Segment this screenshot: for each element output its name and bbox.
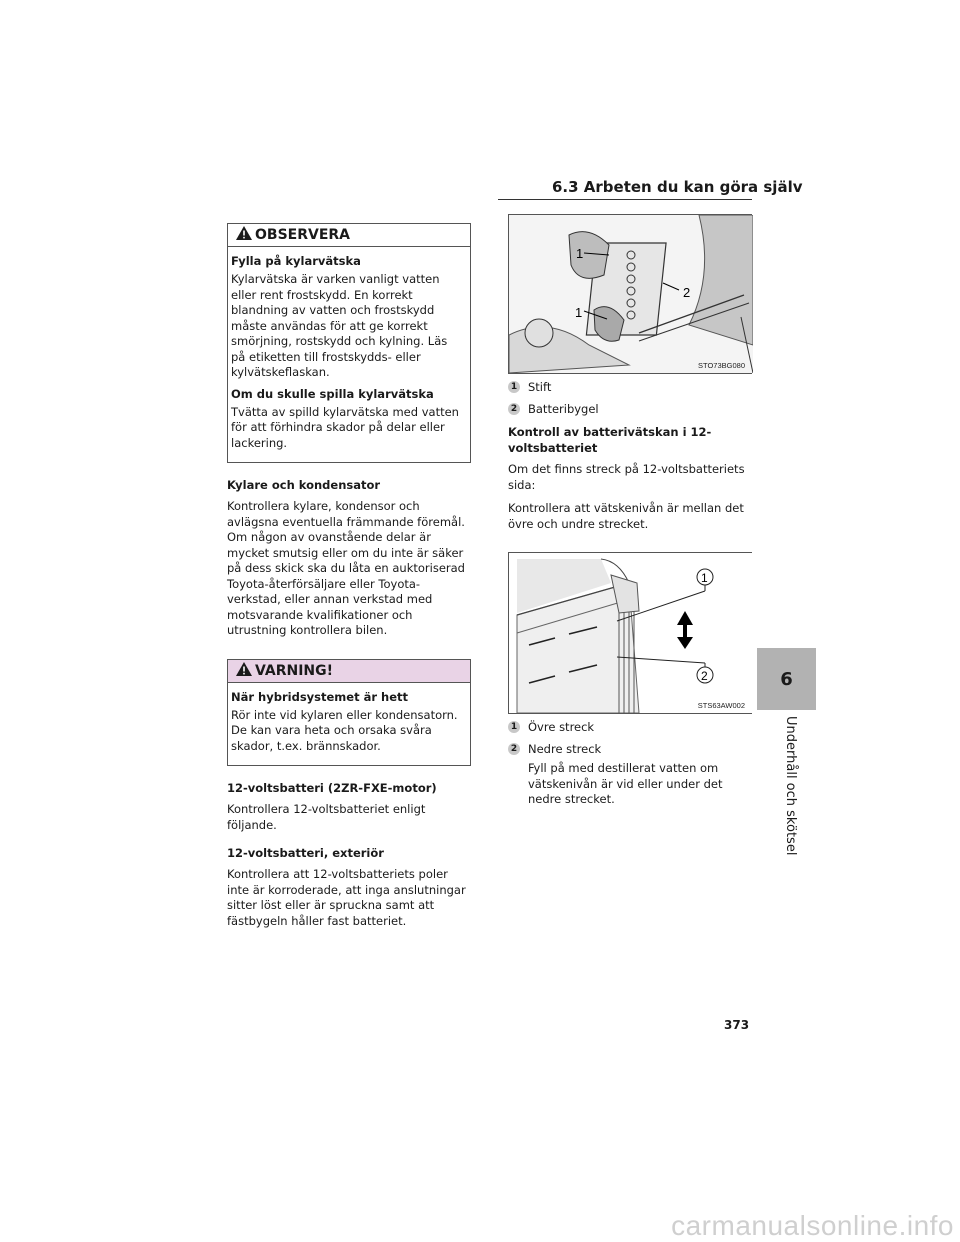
battery-heading: 12-voltsbatteri (2ZR-FXE-motor) — [227, 781, 437, 795]
svg-text:1: 1 — [576, 246, 584, 261]
notice-item-text: Tvätta av spilld kylarvätska med vatten för att förhindra skador på delar eller lackering. — [231, 404, 459, 450]
chapter-number: 6 — [780, 668, 793, 690]
cooler-heading: Kylare och kondensator — [227, 478, 381, 492]
callout-item — [508, 742, 752, 756]
callout-label: Stift — [528, 380, 552, 394]
callout-number: 2 — [508, 743, 520, 755]
exterior-text: Kontrollera att 12-voltsbatteriets poler inte är korroderade, att inga anslutningar sitter löst eller är spruckna samt att fästbygeln håller fast batteriet. — [227, 867, 466, 928]
battery-illustration — [509, 215, 753, 373]
notice-item-heading: Om du skulle spilla kylarvätska — [231, 386, 434, 401]
chapter-tab — [757, 648, 816, 710]
warning-heading: När hybridsystemet är hett — [231, 689, 409, 704]
left-column — [227, 223, 471, 937]
warning-title: VARNING! — [255, 662, 334, 679]
chapter-label: Underhåll och skötsel — [783, 716, 798, 856]
callout-description: Fyll på med destillerat vatten om vätskenivån är vid eller under det nedre strecket. — [528, 761, 723, 806]
svg-text:2: 2 — [683, 285, 691, 300]
svg-text:2: 2 — [701, 669, 708, 683]
callout-number: 1 — [508, 721, 520, 733]
notice-body — [228, 247, 470, 462]
svg-text:1: 1 — [575, 305, 583, 320]
warning-body — [228, 683, 470, 766]
watermark: carmanualsonline.info — [671, 1210, 954, 1241]
callout-item — [508, 720, 752, 734]
callout-item — [508, 402, 752, 416]
battery-figure — [508, 214, 752, 374]
figure-code: STS63AW002 — [697, 701, 745, 710]
warning-text: Rör inte vid kylaren eller kondensatorn. De kan vara heta och orsaka svåra skador, t.ex. brännskador. — [231, 707, 458, 753]
fluid-text-2: Kontrollera att vätskenivån är mellan det övre och undre strecket. — [508, 501, 744, 531]
warning-box — [227, 659, 471, 767]
cooler-text: Kontrollera kylare, kondensor och avlägsna eventuella främmande föremål. Om någon av ovanstående delar är mycket smutsig eller om du inte är säker på dess skick ska du låta en auktoriserad Toyota-återförsäljare eller Toyota-verkstad, eller annan verkstad med motsvarande kvalifikationer och utrustning kontrollera bilen. — [227, 499, 465, 637]
notice-item-heading: Fylla på kylarvätska — [231, 254, 361, 268]
callout-label: Nedre streck — [528, 742, 602, 756]
fluid-level-figure — [508, 552, 752, 714]
callout-number: 2 — [508, 403, 520, 415]
exterior-heading: 12-voltsbatteri, exteriör — [227, 846, 384, 860]
callout-number: 1 — [508, 381, 520, 393]
notice-title: OBSERVERA — [255, 227, 351, 243]
callout-item — [508, 380, 752, 394]
battery-text: Kontrollera 12-voltsbatteriet enligt följande. — [227, 802, 426, 832]
warning-header — [228, 660, 470, 683]
section-title: 6.3 Arbeten du kan göra själv — [552, 178, 803, 196]
figure-code: STO73BG080 — [698, 361, 745, 370]
warning-triangle-icon — [236, 662, 252, 680]
fluid-level-illustration — [509, 553, 753, 713]
header-rule — [498, 199, 752, 200]
page-number: 373 — [724, 1018, 750, 1032]
svg-text:1: 1 — [701, 571, 708, 585]
warning-triangle-icon — [236, 226, 252, 244]
right-column — [508, 214, 752, 808]
notice-header — [228, 224, 470, 247]
notice-item-text: Kylarvätska är varken vanligt vatten eller rent frostskydd. En korrekt blandning av vatten och frostskydd måste användas för att ge korrekt smörjning, rostskydd och kylning. Läs på etiketten till frostskydds- eller kylvätskeflaskan. — [231, 272, 448, 379]
callout-label: Övre streck — [528, 720, 595, 734]
fluid-text-1: Om det finns streck på 12-voltsbatteriets sida: — [508, 462, 745, 492]
notice-box — [227, 223, 471, 463]
callout-label: Batteribygel — [528, 402, 599, 416]
fluid-heading: Kontroll av batterivätskan i 12-voltsbatteriet — [508, 425, 712, 455]
